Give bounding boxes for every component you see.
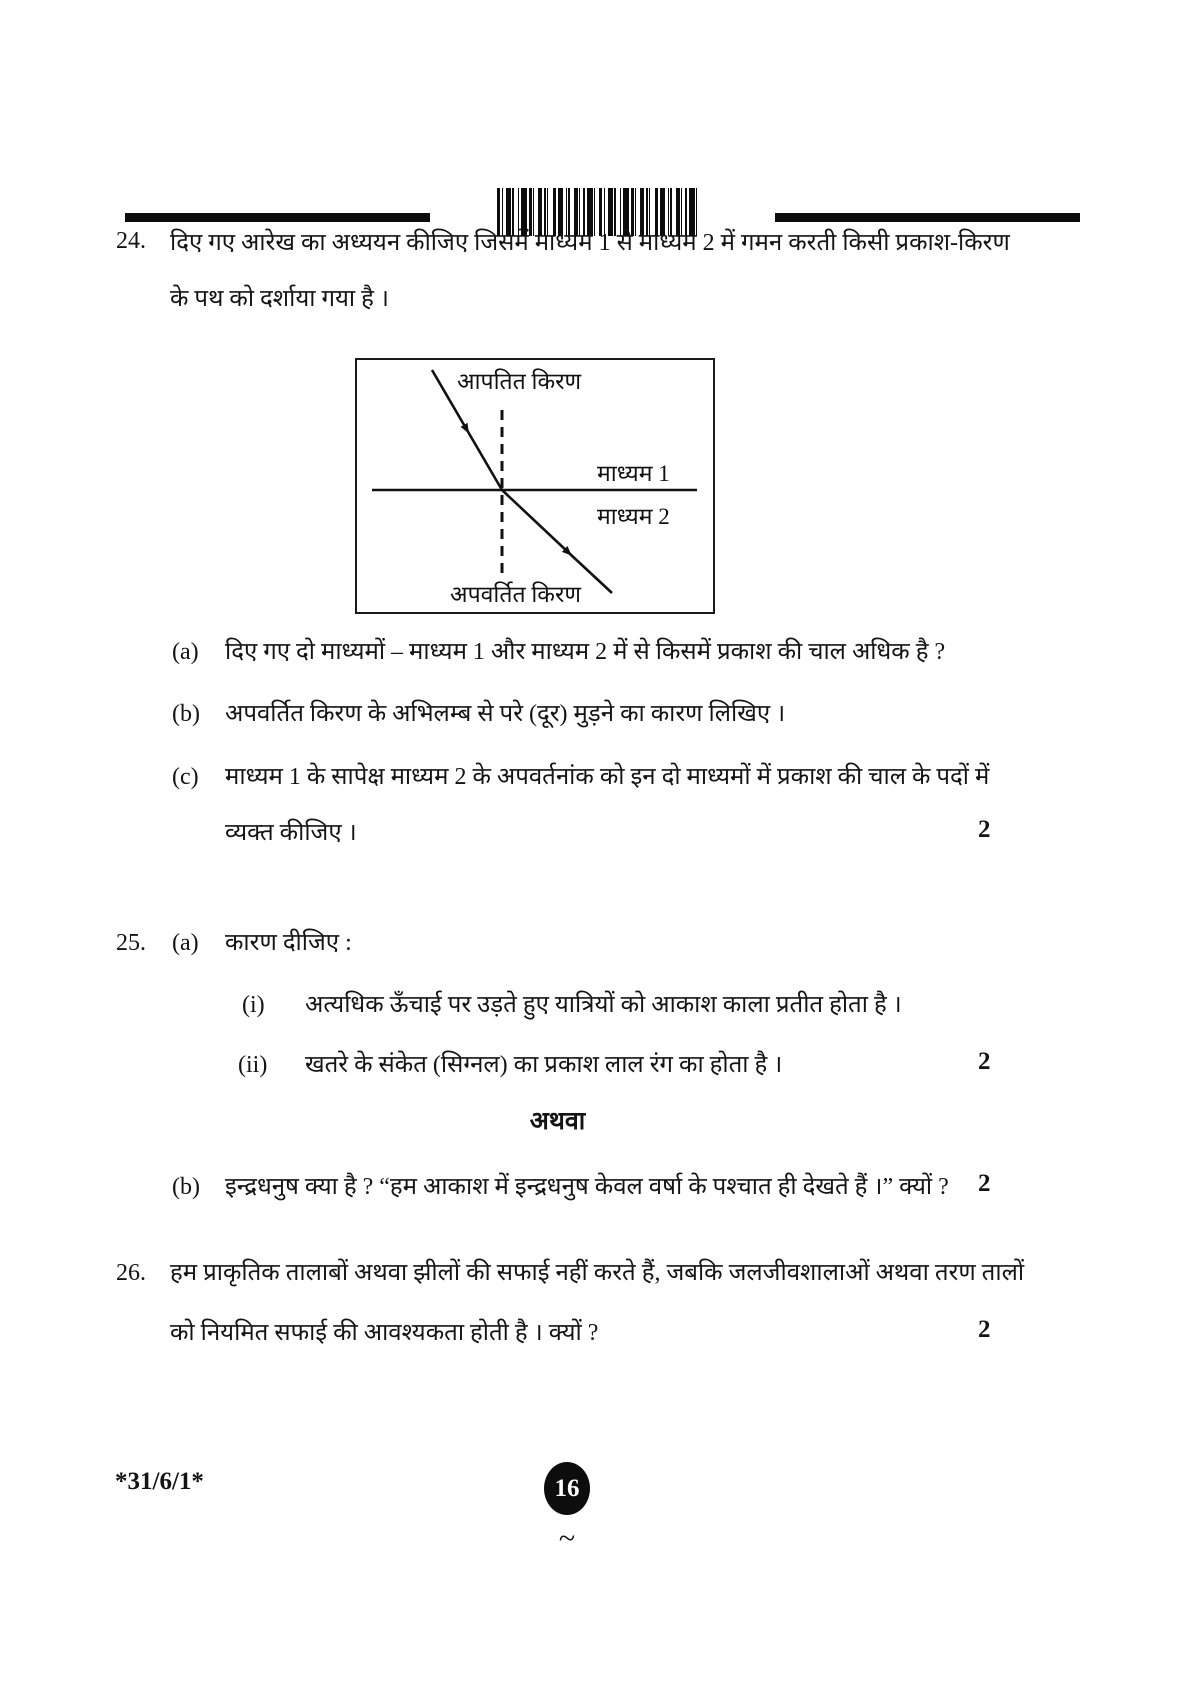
q26-line1: हम प्राकृतिक तालाबों अथवा झीलों की सफाई नहीं करते हैं, जबकि जलजीवशालाओं अथवा तरण तालों: [170, 1260, 1025, 1286]
q25-part-b-label: (b): [172, 1174, 200, 1200]
incident-ray-label: आपतित किरण: [457, 369, 582, 394]
q24-part-c-label: (c): [172, 764, 199, 790]
set-code: *31/6/1*: [115, 1468, 204, 1495]
q25-or-label: अथवा: [529, 1108, 586, 1135]
top-left-rule: [125, 213, 430, 222]
q25-sub-ii-label: (ii): [238, 1052, 268, 1078]
page-number-badge: [544, 1462, 590, 1515]
q26-marks: 2: [978, 1316, 991, 1343]
q24-part-b-label: (b): [172, 701, 200, 727]
q24-marks: 2: [978, 816, 991, 843]
refraction-diagram: [355, 358, 715, 614]
q24-intro-line2: के पथ को दर्शाया गया है ।: [170, 286, 389, 312]
medium2-label: माध्यम 2: [597, 504, 670, 529]
q24-part-a-text: दिए गए दो माध्यमों – माध्यम 1 और माध्यम 2 में से किसमें प्रकाश की चाल अधिक है ?: [225, 639, 946, 665]
q25-sub-i-text: अत्यधिक ऊँचाई पर उड़ते हुए यात्रियों को आकाश काला प्रतीत होता है ।: [305, 992, 902, 1018]
q25-sub-ii-marks: 2: [978, 1048, 991, 1075]
refracted-ray-label: अपवर्तित किरण: [450, 582, 582, 607]
q24-part-b-text: अपवर्तित किरण के अभिलम्ब से परे (दूर) मुड़ने का कारण लिखिए ।: [225, 701, 786, 727]
q25-number: 25.: [116, 930, 146, 956]
q24-number: 24.: [116, 228, 146, 254]
medium1-label: माध्यम 1: [597, 461, 670, 486]
q25-sub-i-label: (i): [242, 992, 265, 1018]
q25-part-a-text: कारण दीजिए :: [225, 930, 352, 956]
q24-part-c-line1: माध्यम 1 के सापेक्ष माध्यम 2 के अपवर्तनांक को इन दो माध्यमों में प्रकाश की चाल के पदों में: [225, 764, 990, 790]
q26-number: 26.: [116, 1260, 146, 1286]
q25-part-b-text: इन्द्रधनुष क्या है ? “हम आकाश में इन्द्रधनुष केवल वर्षा के पश्चात ही देखते हैं ।” क्यों ?: [225, 1174, 949, 1200]
q24-part-a-label: (a): [172, 639, 199, 665]
footer-tilde: ~: [558, 1522, 576, 1555]
q25-part-b-marks: 2: [978, 1170, 991, 1197]
q24-intro-line1: दिए गए आरेख का अध्ययन कीजिए जिसमें माध्यम 1 से माध्यम 2 में गमन करती किसी प्रकाश-किरण: [170, 230, 1010, 256]
page-number: 16: [554, 1474, 580, 1502]
q26-line2: को नियमित सफाई की आवश्यकता होती है । क्यों ?: [170, 1320, 599, 1346]
top-right-rule: [775, 213, 1080, 222]
q25-sub-ii-text: खतरे के संकेत (सिग्नल) का प्रकाश लाल रंग का होता है ।: [305, 1052, 783, 1078]
q24-part-c-line2: व्यक्त कीजिए ।: [225, 820, 357, 846]
q25-part-a-label: (a): [172, 930, 199, 956]
